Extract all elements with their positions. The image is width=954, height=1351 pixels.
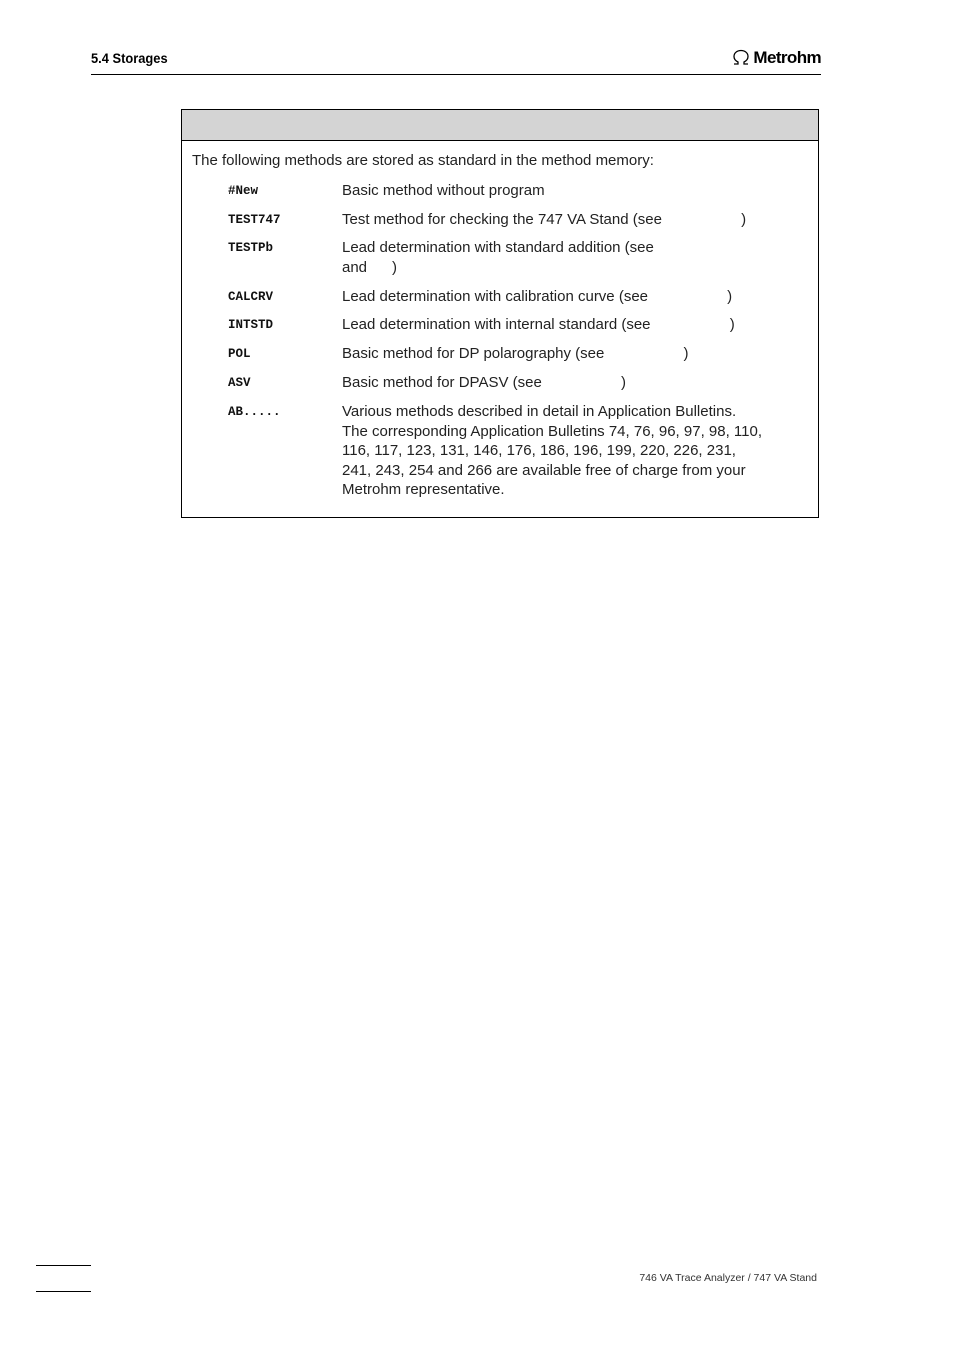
section-title: 5.4 Storages (91, 50, 168, 66)
brand-logo (731, 48, 821, 68)
method-description: Lead determination with internal standard (see ) (342, 316, 735, 333)
method-name: #New (228, 184, 259, 198)
omega-logo-icon (731, 49, 751, 67)
method-description: Various methods described in detail in Application Bulletins. The corresponding Application Bulletins 74, 76, 96, 97, 98, 110, 116, 117, 123, 131, 146, 176, 186, 196, 199, 220, 226, 231, 241, 243, 254 and 266 are available free of charge from your Metrohm representative. (342, 403, 763, 498)
method-name: CALCRV (228, 290, 274, 304)
method-description: Basic method for DPASV (see ) (342, 374, 626, 391)
footer-rule-bottom (36, 1291, 91, 1292)
method-description: Basic method for DP polarography (see ) (342, 345, 689, 362)
method-name: ASV (228, 376, 251, 390)
method-description: Test method for checking the 747 VA Stand (see ) (342, 211, 747, 228)
method-description: Lead determination with standard addition (see and ) (342, 239, 654, 276)
method-name: INTSTD (228, 318, 274, 332)
method-description: Lead determination with calibration curve (see ) (342, 288, 733, 305)
method-description: Basic method without program (342, 182, 545, 199)
method-name: POL (228, 347, 251, 361)
method-name: AB..... (228, 405, 281, 419)
method-name: TEST747 (228, 213, 281, 227)
standard-methods-box (181, 109, 819, 518)
page-header (91, 48, 821, 75)
footer-product-name: 746 VA Trace Analyzer / 747 VA Stand (639, 1272, 817, 1284)
method-name: TESTPb (228, 241, 274, 255)
intro-text: The following methods are stored as standard in the method memory: (192, 152, 654, 169)
brand-name: Metrohm (753, 48, 821, 67)
footer-rule-top (36, 1265, 91, 1266)
box-heading-bar (182, 110, 818, 141)
